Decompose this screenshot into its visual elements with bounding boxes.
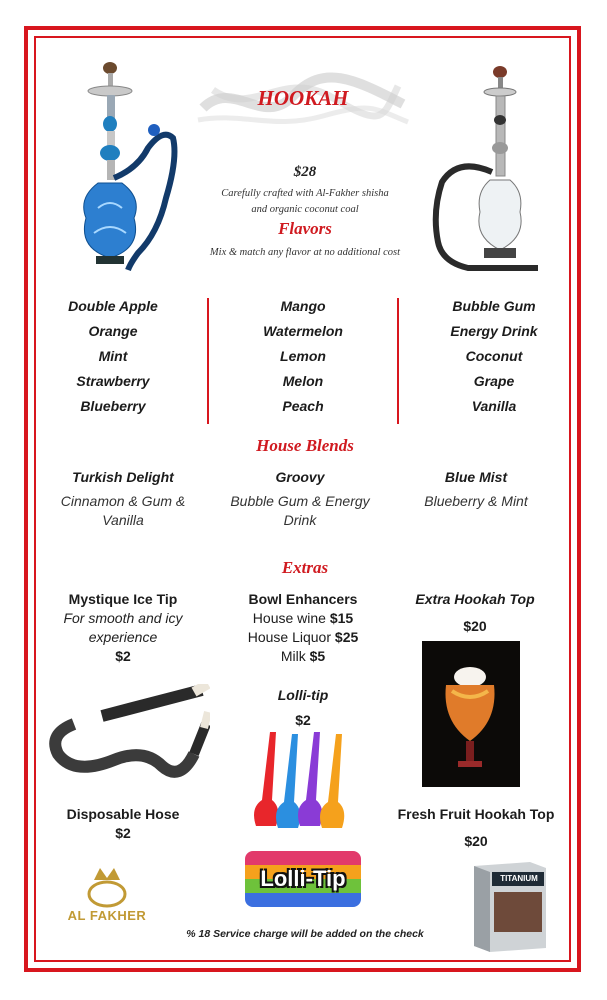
fruit-top-name: Fresh Fruit Hookah Top xyxy=(397,806,555,822)
clear-hookah-image xyxy=(428,62,550,278)
flavor-item: Lemon xyxy=(280,348,326,364)
hookah-price: $28 xyxy=(293,164,317,180)
titanium-box-label: TITANIUM xyxy=(500,874,538,883)
ice-tip-desc-2: experience xyxy=(88,629,158,645)
menu-title: HOOKAH xyxy=(257,86,349,110)
flavor-item: Coconut xyxy=(465,348,523,364)
flavor-item: Mango xyxy=(280,298,326,314)
extra-top-price: $20 xyxy=(463,618,487,634)
bowl-option: Milk $5 xyxy=(280,648,326,664)
blend-description: Bubble Gum & Energy Drink xyxy=(230,493,370,528)
crown-emblem-icon xyxy=(52,864,162,908)
blend-groovy xyxy=(225,468,375,530)
service-charge-note: % 18 Service charge will be added on the check xyxy=(186,928,424,940)
column-divider xyxy=(207,298,209,424)
fruit-hookah-top-image xyxy=(422,641,520,787)
titanium-coal-box-image xyxy=(470,858,550,952)
blend-name: Turkish Delight xyxy=(72,469,174,485)
lolli-tip-logo xyxy=(245,851,361,907)
flavor-item: Bubble Gum xyxy=(452,298,536,314)
fresh-fruit-top-item xyxy=(394,805,558,851)
extras-heading: Extras xyxy=(281,558,329,577)
blend-blue-mist xyxy=(401,468,551,511)
hose-name: Disposable Hose xyxy=(66,806,180,822)
flavor-item: Strawberry xyxy=(76,373,150,389)
al-fakher-text: AL FAKHER xyxy=(67,908,147,923)
blend-description: Cinnamon & Gum & Vanilla xyxy=(60,493,186,528)
flavor-item: Mint xyxy=(98,348,128,364)
hookah-description: Carefully crafted with Al-Fakher shisha and organic coconut coal xyxy=(221,188,389,215)
house-blends-heading: House Blends xyxy=(256,436,354,455)
flavor-item: Double Apple xyxy=(68,298,158,314)
lolli-tip-name: Lolli-tip xyxy=(277,687,329,703)
blend-turkish-delight xyxy=(48,468,198,530)
lolli-tip-image xyxy=(248,730,358,834)
ice-tip-name: Mystique Ice Tip xyxy=(68,591,178,607)
hose-price: $2 xyxy=(115,825,131,841)
flavor-column-3 xyxy=(419,297,569,422)
ice-tip-item xyxy=(48,590,198,666)
lolli-tip-price: $2 xyxy=(295,712,311,728)
flavor-item: Grape xyxy=(473,373,515,389)
ice-tip-desc-1: For smooth and icy xyxy=(63,610,183,626)
flavor-item: Vanilla xyxy=(471,398,517,414)
fruit-top-price: $20 xyxy=(464,833,488,849)
flavors-note: Mix & match any flavor at no additional cost xyxy=(209,247,401,258)
flavor-item: Melon xyxy=(282,373,324,389)
lolli-tip-item xyxy=(228,686,378,730)
flavor-item: Blueberry xyxy=(80,398,146,414)
flavors-heading: Flavors xyxy=(278,219,332,238)
flavor-column-2 xyxy=(228,297,378,422)
blend-name: Blue Mist xyxy=(444,469,508,485)
ice-tip-price: $2 xyxy=(115,648,131,664)
bowl-option: House Liquor $25 xyxy=(247,629,359,645)
extra-top-name: Extra Hookah Top xyxy=(415,591,535,607)
flavor-item: Energy Drink xyxy=(450,323,538,339)
disposable-hose-image xyxy=(44,684,210,784)
disposable-hose-item xyxy=(48,805,198,843)
flavor-column-1 xyxy=(38,297,188,422)
bowl-enhancers-name: Bowl Enhancers xyxy=(248,591,358,607)
flavor-item: Watermelon xyxy=(263,323,343,339)
extra-hookah-top-item xyxy=(400,590,550,636)
blend-description: Blueberry & Mint xyxy=(424,493,528,509)
blend-name: Groovy xyxy=(275,469,325,485)
blue-hookah-image xyxy=(68,58,180,274)
flavor-item: Peach xyxy=(282,398,324,414)
flavor-item: Orange xyxy=(88,323,138,339)
bowl-enhancers-item xyxy=(228,590,378,666)
lolli-tip-logo-text: Lolli-Tip xyxy=(260,866,346,891)
bowl-option: House wine $15 xyxy=(252,610,354,626)
al-fakher-logo xyxy=(52,864,162,934)
column-divider xyxy=(397,298,399,424)
